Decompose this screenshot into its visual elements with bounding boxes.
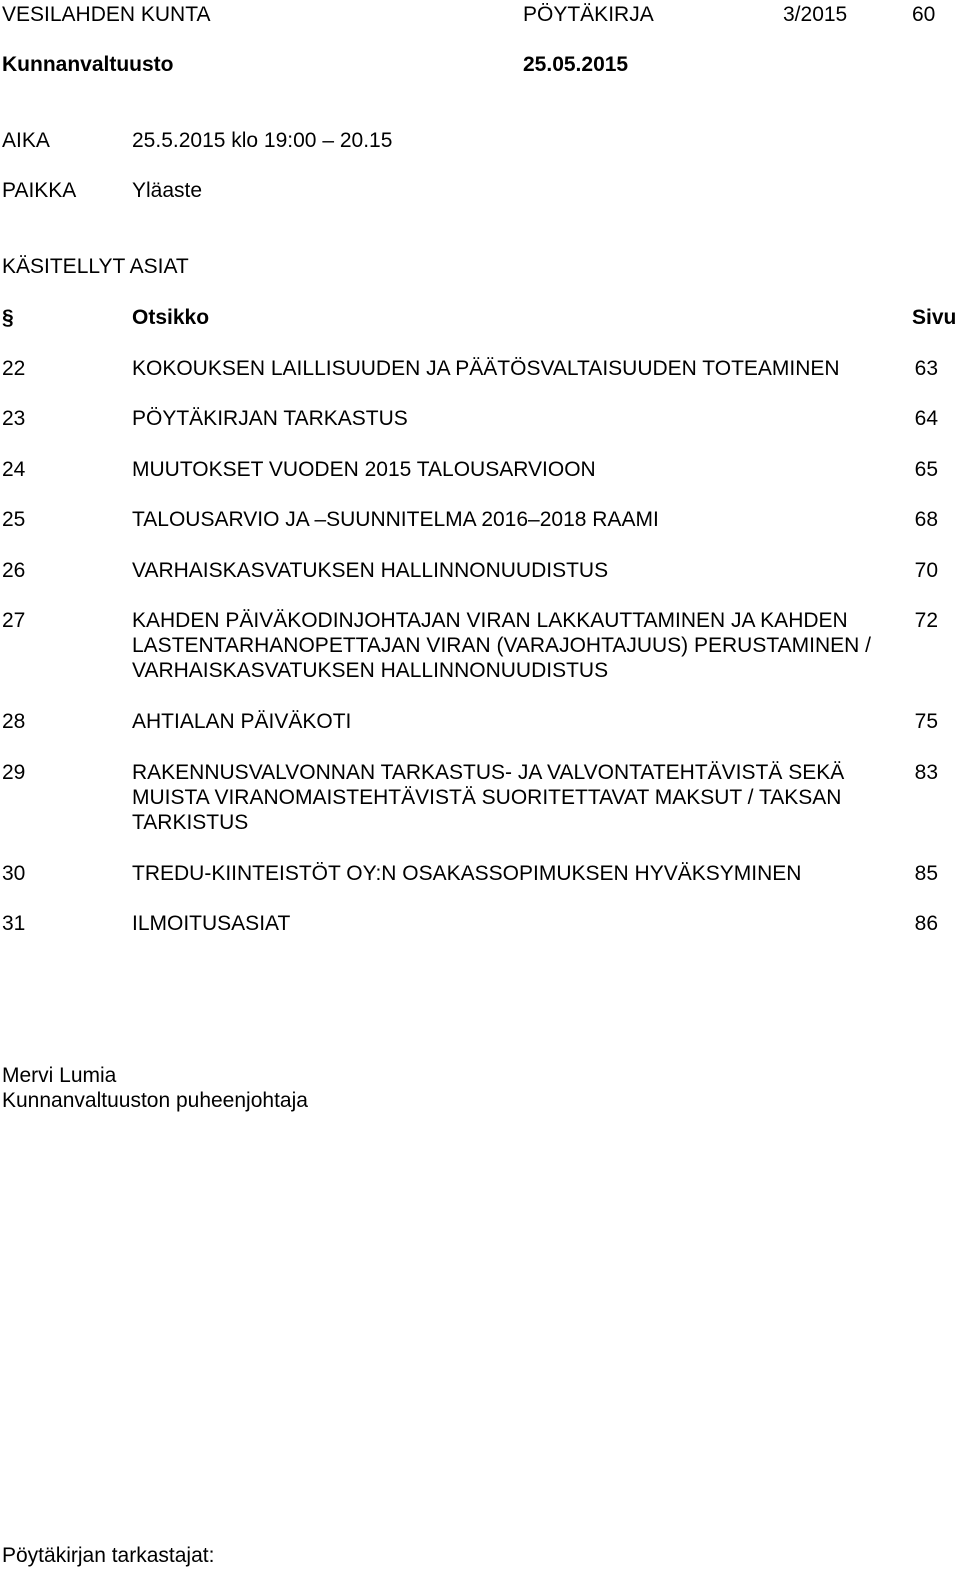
item-page: 63 — [914, 357, 938, 380]
item-title: ILMOITUSASIAT — [132, 912, 291, 935]
agenda-item — [0, 861, 960, 886]
item-page: 68 — [914, 508, 938, 531]
agenda-item — [0, 760, 960, 835]
item-title: TALOUSARVIO JA –SUUNNITELMA 2016–2018 RAAMI — [132, 508, 659, 531]
item-number: 27 — [2, 609, 26, 632]
item-page: 64 — [914, 407, 938, 430]
item-title: KAHDEN PÄIVÄKODINJOHTAJAN VIRAN LAKKAUTTAMINEN JA KAHDEN LASTENTARHANOPETTAJAN VIRAN (VARAJOHTAJUUS) PERUSTAMINEN / VARHAISKASVATUKSEN HALLINNONUUDISTUS — [132, 609, 871, 682]
item-title: VARHAISKASVATUKSEN HALLINNONUUDISTUS — [132, 559, 609, 582]
agenda-heading: KÄSITELLYT ASIAT — [2, 255, 189, 278]
item-title: AHTIALAN PÄIVÄKOTI — [132, 710, 352, 733]
time-label: AIKA — [2, 129, 50, 152]
agenda-item — [0, 356, 960, 381]
agenda-item — [0, 608, 960, 683]
agenda-item — [0, 911, 960, 936]
document-type: PÖYTÄKIRJA — [523, 3, 654, 26]
agenda-item — [0, 406, 960, 431]
item-number: 24 — [2, 458, 26, 481]
column-title-header: Otsikko — [132, 306, 210, 329]
item-page: 86 — [914, 912, 938, 935]
inspectors-label: Pöytäkirjan tarkastajat: — [2, 1544, 215, 1567]
agenda-item — [0, 507, 960, 532]
item-number: 26 — [2, 559, 26, 582]
item-number: 31 — [2, 912, 26, 935]
agenda-item — [0, 709, 960, 734]
item-title: PÖYTÄKIRJAN TARKASTUS — [132, 407, 408, 430]
page-number: 60 — [912, 3, 936, 26]
item-number: 30 — [2, 862, 26, 885]
item-title: MUUTOKSET VUODEN 2015 TALOUSARVIOON — [132, 458, 596, 481]
municipality-name: VESILAHDEN KUNTA — [2, 3, 211, 26]
signatory-role: Kunnanvaltuuston puheenjohtaja — [2, 1089, 308, 1112]
item-number: 29 — [2, 761, 26, 784]
time-value: 25.5.2015 klo 19:00 – 20.15 — [132, 129, 393, 152]
section-symbol: § — [2, 306, 14, 329]
item-title: RAKENNUSVALVONNAN TARKASTUS- JA VALVONTATEHTÄVISTÄ SEKÄ MUISTA VIRANOMAISTEHTÄVISTÄ SUORITETTAVAT MAKSUT / TAKSAN TARKISTUS — [132, 761, 845, 834]
item-number: 28 — [2, 710, 26, 733]
item-title: KOKOUKSEN LAILLISUUDEN JA PÄÄTÖSVALTAISUUDEN TOTEAMINEN — [132, 357, 840, 380]
item-page: 83 — [914, 761, 938, 784]
place-value: Yläaste — [132, 179, 203, 202]
document-number: 3/2015 — [783, 3, 848, 26]
agenda-item — [0, 457, 960, 482]
item-number: 25 — [2, 508, 26, 531]
column-page-header: Sivu — [912, 306, 957, 329]
signatory-name: Mervi Lumia — [2, 1064, 117, 1087]
council-name: Kunnanvaltuusto — [2, 53, 174, 76]
item-number: 22 — [2, 357, 26, 380]
agenda-item — [0, 558, 960, 583]
item-page: 65 — [914, 458, 938, 481]
item-page: 70 — [914, 559, 938, 582]
item-number: 23 — [2, 407, 26, 430]
item-page: 75 — [914, 710, 938, 733]
meeting-date: 25.05.2015 — [523, 53, 629, 76]
item-title: TREDU-KIINTEISTÖT OY:N OSAKASSOPIMUKSEN HYVÄKSYMINEN — [132, 862, 802, 885]
item-page: 85 — [914, 862, 938, 885]
item-page: 72 — [914, 609, 938, 632]
place-label: PAIKKA — [2, 179, 77, 202]
